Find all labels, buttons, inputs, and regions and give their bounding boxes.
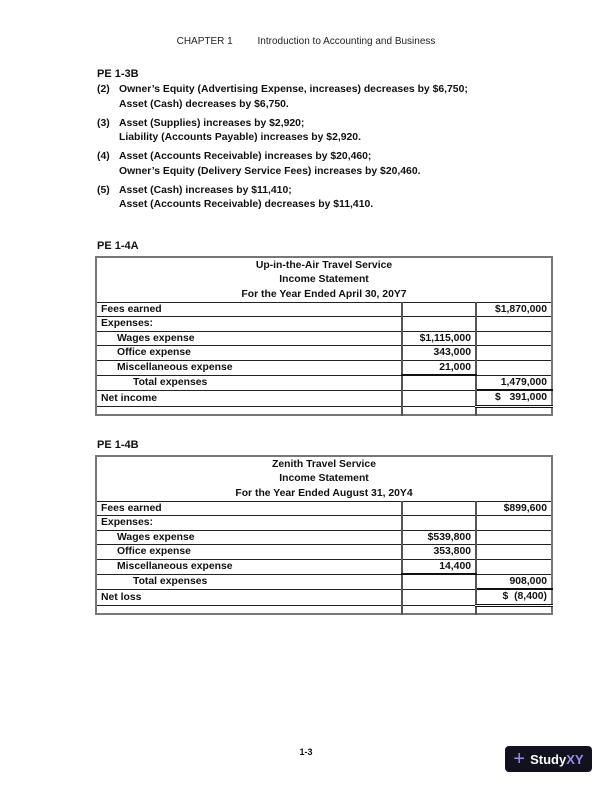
total-cell: 908,000 bbox=[476, 574, 552, 589]
item-line: Asset (Cash) increases by $11,410; bbox=[119, 184, 292, 196]
row-label: Fees earned bbox=[96, 302, 402, 317]
total-cell bbox=[476, 605, 552, 614]
page-number: 1-3 bbox=[299, 747, 313, 757]
table-row bbox=[96, 501, 552, 516]
item-line: Asset (Accounts Receivable) increases by $20,460; bbox=[119, 151, 372, 162]
brand-main: Study bbox=[530, 751, 567, 767]
total-cell bbox=[476, 346, 552, 361]
statement-name: Income Statement bbox=[279, 473, 369, 485]
row-label: Wages expense bbox=[96, 530, 402, 545]
statement-period: For the Year Ended April 30, 20Y7 bbox=[241, 288, 407, 300]
section-title-pe-1-4a: PE 1-4A bbox=[97, 240, 139, 252]
row-label bbox=[96, 406, 402, 415]
section-title-pe-1-3b: PE 1-3B bbox=[97, 68, 139, 80]
item-line: Asset (Accounts Receivable) decreases by $11,410. bbox=[119, 199, 374, 210]
table-row bbox=[96, 574, 552, 589]
item-line: Asset (Supplies) increases by $2,920; bbox=[119, 117, 305, 129]
amount-cell bbox=[402, 589, 476, 605]
table-row bbox=[96, 406, 552, 415]
row-label: Total expenses bbox=[96, 574, 402, 589]
company-name: Up-in-the-Air Travel Service bbox=[255, 260, 393, 271]
total-cell bbox=[476, 545, 552, 560]
row-label: Net loss bbox=[96, 589, 402, 605]
item-number: (4) bbox=[97, 151, 110, 162]
row-label: Expenses: bbox=[96, 516, 402, 531]
item-line: Liability (Accounts Payable) increases by $2,920. bbox=[119, 132, 361, 143]
row-label: Office expense bbox=[96, 346, 402, 361]
amount-cell: $1,115,000 bbox=[402, 331, 476, 346]
table-row bbox=[96, 605, 552, 614]
item-number: (2) bbox=[97, 84, 110, 95]
amount-cell: 353,800 bbox=[402, 545, 476, 560]
company-name: Zenith Travel Service bbox=[272, 459, 376, 470]
item-line: Owner’s Equity (Delivery Service Fees) increases by $20,460. bbox=[119, 165, 421, 177]
pe-1-3b-items bbox=[97, 83, 468, 217]
amount-cell bbox=[402, 406, 476, 415]
income-statement-table-b bbox=[95, 455, 553, 615]
section-title-pe-1-4b: PE 1-4B bbox=[97, 439, 139, 451]
total-cell: $899,600 bbox=[476, 501, 552, 516]
studyxy-badge[interactable] bbox=[505, 746, 592, 772]
total-cell bbox=[476, 406, 552, 415]
amount-cell bbox=[402, 375, 476, 390]
statement-period: For the Year Ended August 31, 20Y4 bbox=[235, 487, 413, 499]
row-label: Miscellaneous expense bbox=[96, 360, 402, 375]
total-cell: $1,870,000 bbox=[476, 302, 552, 317]
list-item bbox=[97, 184, 468, 213]
chapter-title: Introduction to Accounting and Business bbox=[257, 36, 436, 47]
amount-cell: 343,000 bbox=[402, 346, 476, 361]
amount-cell bbox=[402, 317, 476, 332]
total-cell bbox=[476, 360, 552, 375]
table-row bbox=[96, 375, 552, 390]
income-statement-table-a bbox=[95, 256, 553, 416]
table-row bbox=[96, 530, 552, 545]
total-cell: $ 391,000 bbox=[476, 390, 552, 406]
statement-header bbox=[96, 257, 552, 302]
table-row bbox=[96, 360, 552, 375]
total-cell: 1,479,000 bbox=[476, 375, 552, 390]
plus-icon: + bbox=[513, 748, 526, 770]
table-row bbox=[96, 559, 552, 574]
table-row bbox=[96, 545, 552, 560]
row-label: Wages expense bbox=[96, 331, 402, 346]
amount-cell: 21,000 bbox=[402, 360, 476, 375]
statement-header bbox=[96, 456, 552, 501]
total-cell bbox=[476, 530, 552, 545]
table-row bbox=[96, 390, 552, 406]
statement-name: Income Statement bbox=[279, 274, 369, 286]
amount-cell bbox=[402, 390, 476, 406]
table-row bbox=[96, 516, 552, 531]
row-label: Total expenses bbox=[96, 375, 402, 390]
amount-cell bbox=[402, 574, 476, 589]
row-label: Net income bbox=[96, 390, 402, 406]
row-label: Expenses: bbox=[96, 317, 402, 332]
total-cell bbox=[476, 317, 552, 332]
item-number: (3) bbox=[97, 117, 110, 129]
amount-cell: $539,800 bbox=[402, 530, 476, 545]
amount-cell bbox=[402, 516, 476, 531]
row-label: Office expense bbox=[96, 545, 402, 560]
table-row bbox=[96, 589, 552, 605]
item-line: Owner’s Equity (Advertising Expense, increases) decreases by $6,750; bbox=[119, 84, 468, 95]
total-cell bbox=[476, 516, 552, 531]
table-row bbox=[96, 331, 552, 346]
amount-cell bbox=[402, 605, 476, 614]
page-header bbox=[0, 36, 612, 47]
table-row bbox=[96, 346, 552, 361]
row-label bbox=[96, 605, 402, 614]
item-number: (5) bbox=[97, 184, 110, 196]
list-item bbox=[97, 83, 468, 112]
row-label: Fees earned bbox=[96, 501, 402, 516]
list-item bbox=[97, 150, 468, 179]
amount-cell bbox=[402, 302, 476, 317]
table-row bbox=[96, 317, 552, 332]
table-row bbox=[96, 302, 552, 317]
list-item bbox=[97, 117, 468, 146]
row-label: Miscellaneous expense bbox=[96, 559, 402, 574]
total-cell bbox=[476, 559, 552, 574]
total-cell bbox=[476, 331, 552, 346]
amount-cell bbox=[402, 501, 476, 516]
amount-cell: 14,400 bbox=[402, 559, 476, 574]
chapter-label: CHAPTER 1 bbox=[176, 36, 233, 47]
total-cell: $ (8,400) bbox=[476, 589, 552, 605]
item-line: Asset (Cash) decreases by $6,750. bbox=[119, 98, 289, 110]
brand-accent: XY bbox=[566, 751, 584, 767]
